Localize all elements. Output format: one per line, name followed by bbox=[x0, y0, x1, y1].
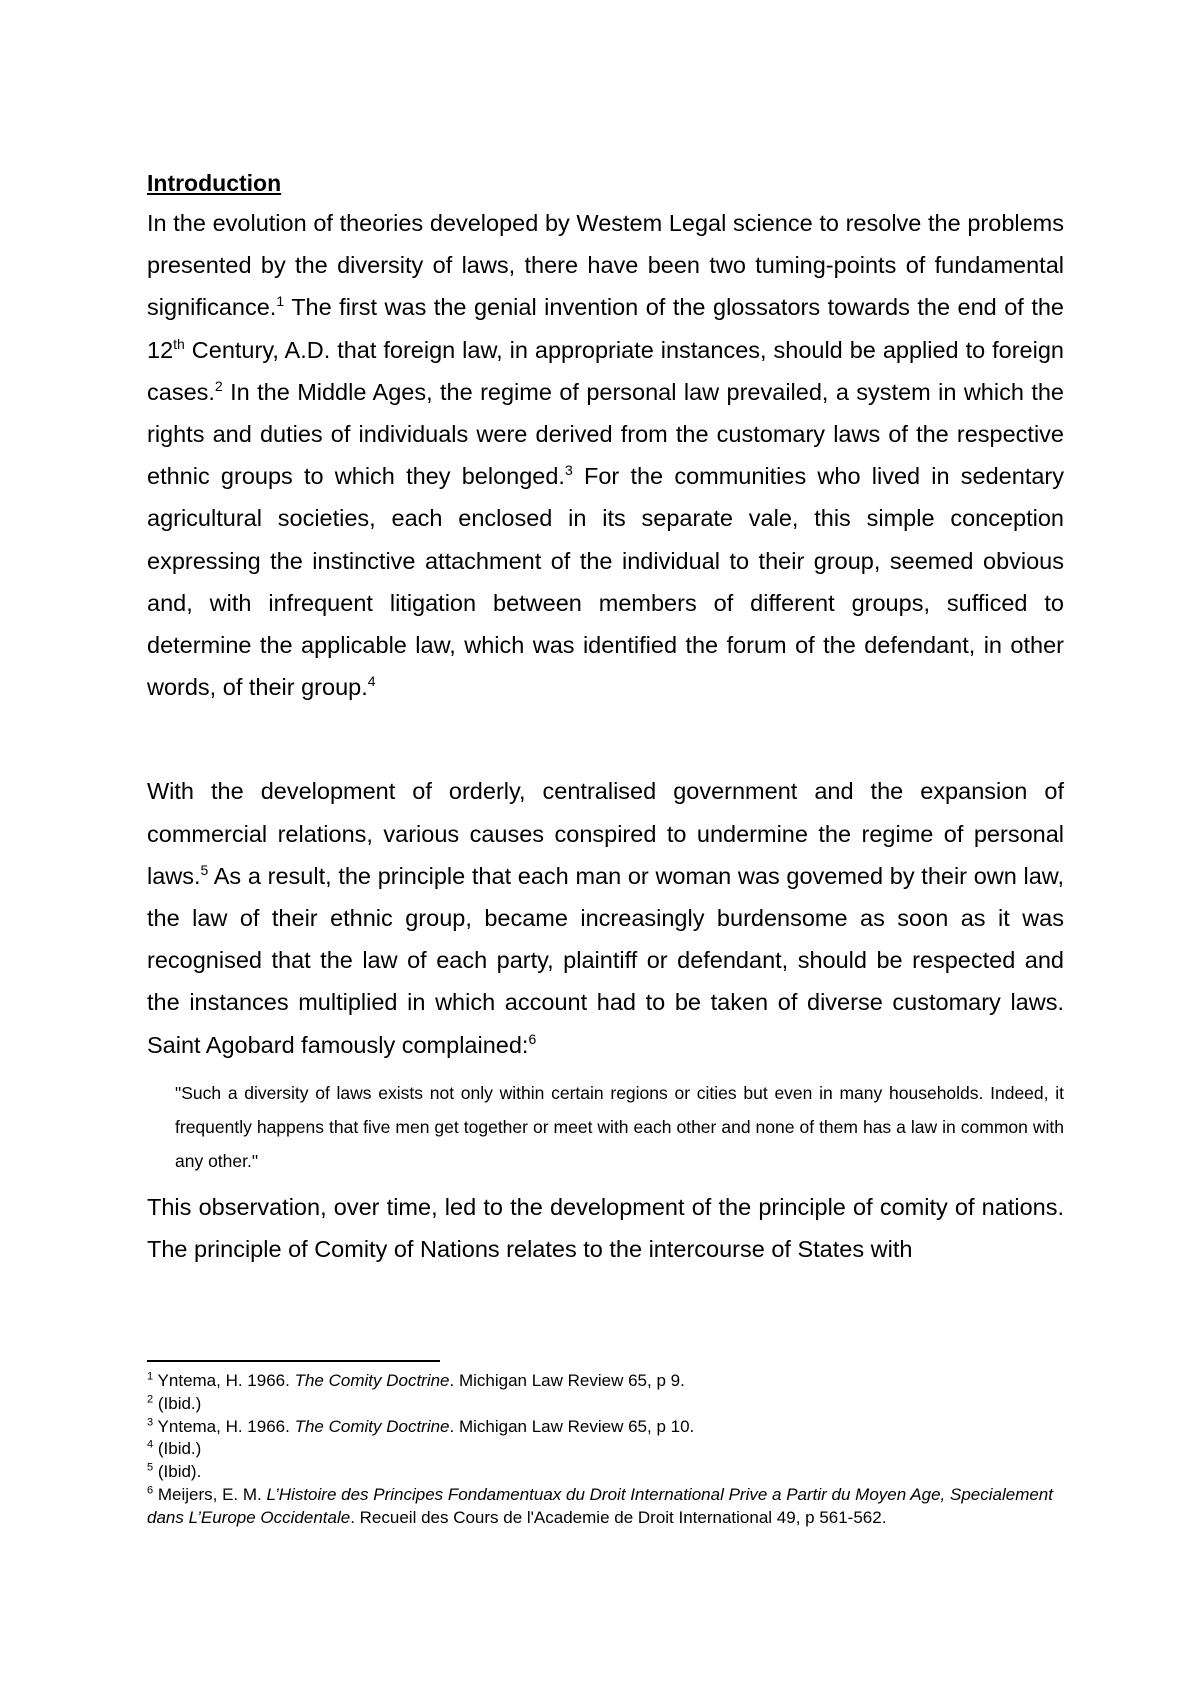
paragraph-2 bbox=[147, 770, 1064, 1065]
footnote-ref-3[interactable]: 3 bbox=[564, 462, 573, 479]
footnote-5: $^5$ (Ibid). bbox=[147, 1461, 202, 1482]
paragraph-text: With the development of orderly, centralised government and the expansion of commercial relations, various causes conspired to undermine the regime of personal laws. bbox=[147, 778, 1064, 889]
block-quote: "Such a diversity of laws exists not only within certain regions or cities but even in many households. Indeed, it frequently happens that five men get together or meet with each other and none of them has a law in common with any other." bbox=[175, 1082, 1064, 1171]
paragraph-3: This observation, over time, led to the development of the principle of comity of nations. The principle of Comity of Nations relates to the intercourse of States with bbox=[147, 1193, 1064, 1263]
footnote-ref-5[interactable]: 5 bbox=[200, 862, 209, 879]
paragraph-text: As a result, the principle that each man or woman was govemed by their own law, the law of their ethnic group, became increasingly burdensome as soon as it was recognised that the law of each party, plaintiff or defendant, should be respected and the instances multiplied in which account had to be taken of diverse customary laws. Saint Agobard famously complained: bbox=[147, 862, 1064, 1058]
section-heading: Introduction bbox=[147, 170, 282, 196]
footnote-3: $^3$ Yntema, H. 1966. The Comity Doctrine. Michigan Law Review 65, p 10. bbox=[147, 1415, 695, 1436]
footnote-ref-4[interactable]: 4 bbox=[367, 673, 376, 690]
footnotes bbox=[147, 1370, 1064, 1530]
paragraph-1 bbox=[147, 202, 1064, 708]
footnote-4: $^4$ (Ibid.) bbox=[147, 1438, 202, 1459]
document-body bbox=[147, 170, 1064, 1270]
paragraph-text: In the evolution of theories developed by Westem Legal science to resolve the problems presented by the diversity of laws, there have been two tuming-points of fundamental significance. bbox=[147, 210, 1064, 321]
footnote-6: $^6$ Meijers, E. M. L’Histoire des Principes Fondamentuax du Droit International Prive a Partir du Moyen Age, Specialement dans L’Europe Occidentale. Recueil des Cours de l'Academie de Droit International 49, p 561-562. bbox=[147, 1484, 1053, 1527]
footnote-2: $^2$ (Ibid.) bbox=[147, 1393, 202, 1413]
footnote-divider bbox=[147, 1360, 440, 1362]
footnote-ref-2[interactable]: 2 bbox=[214, 377, 223, 394]
paragraph-text: The first was the genial invention of the glossators towards the end of the 12 bbox=[147, 294, 1064, 363]
ordinal-suffix: th bbox=[173, 335, 185, 352]
footnote-ref-6[interactable]: 6 bbox=[528, 1030, 537, 1047]
footnote-ref-1[interactable]: 1 bbox=[276, 293, 285, 310]
footnote-1: $^1$ Yntema, H. 1966. The Comity Doctrine. Michigan Law Review 65, p 9. bbox=[147, 1370, 685, 1390]
paragraph-text: For the communities who lived in sedentary agricultural societies, each enclosed in its separate vale, this simple conception expressing the instinctive attachment of the individual to their group, seemed obvious and, with infrequent litigation between members of different groups, sufficed to determine the applicable law, which was identified the forum of the defendant, in other words, of their group. bbox=[147, 463, 1064, 701]
paragraph-text: Century, A.D. that foreign law, in appropriate instances, should be applied to foreign cases. bbox=[147, 336, 1064, 405]
paragraph-text: In the Middle Ages, the regime of personal law prevailed, a system in which the rights and duties of individuals were derived from the customary laws of the respective ethnic groups to which they belonged. bbox=[147, 378, 1064, 490]
